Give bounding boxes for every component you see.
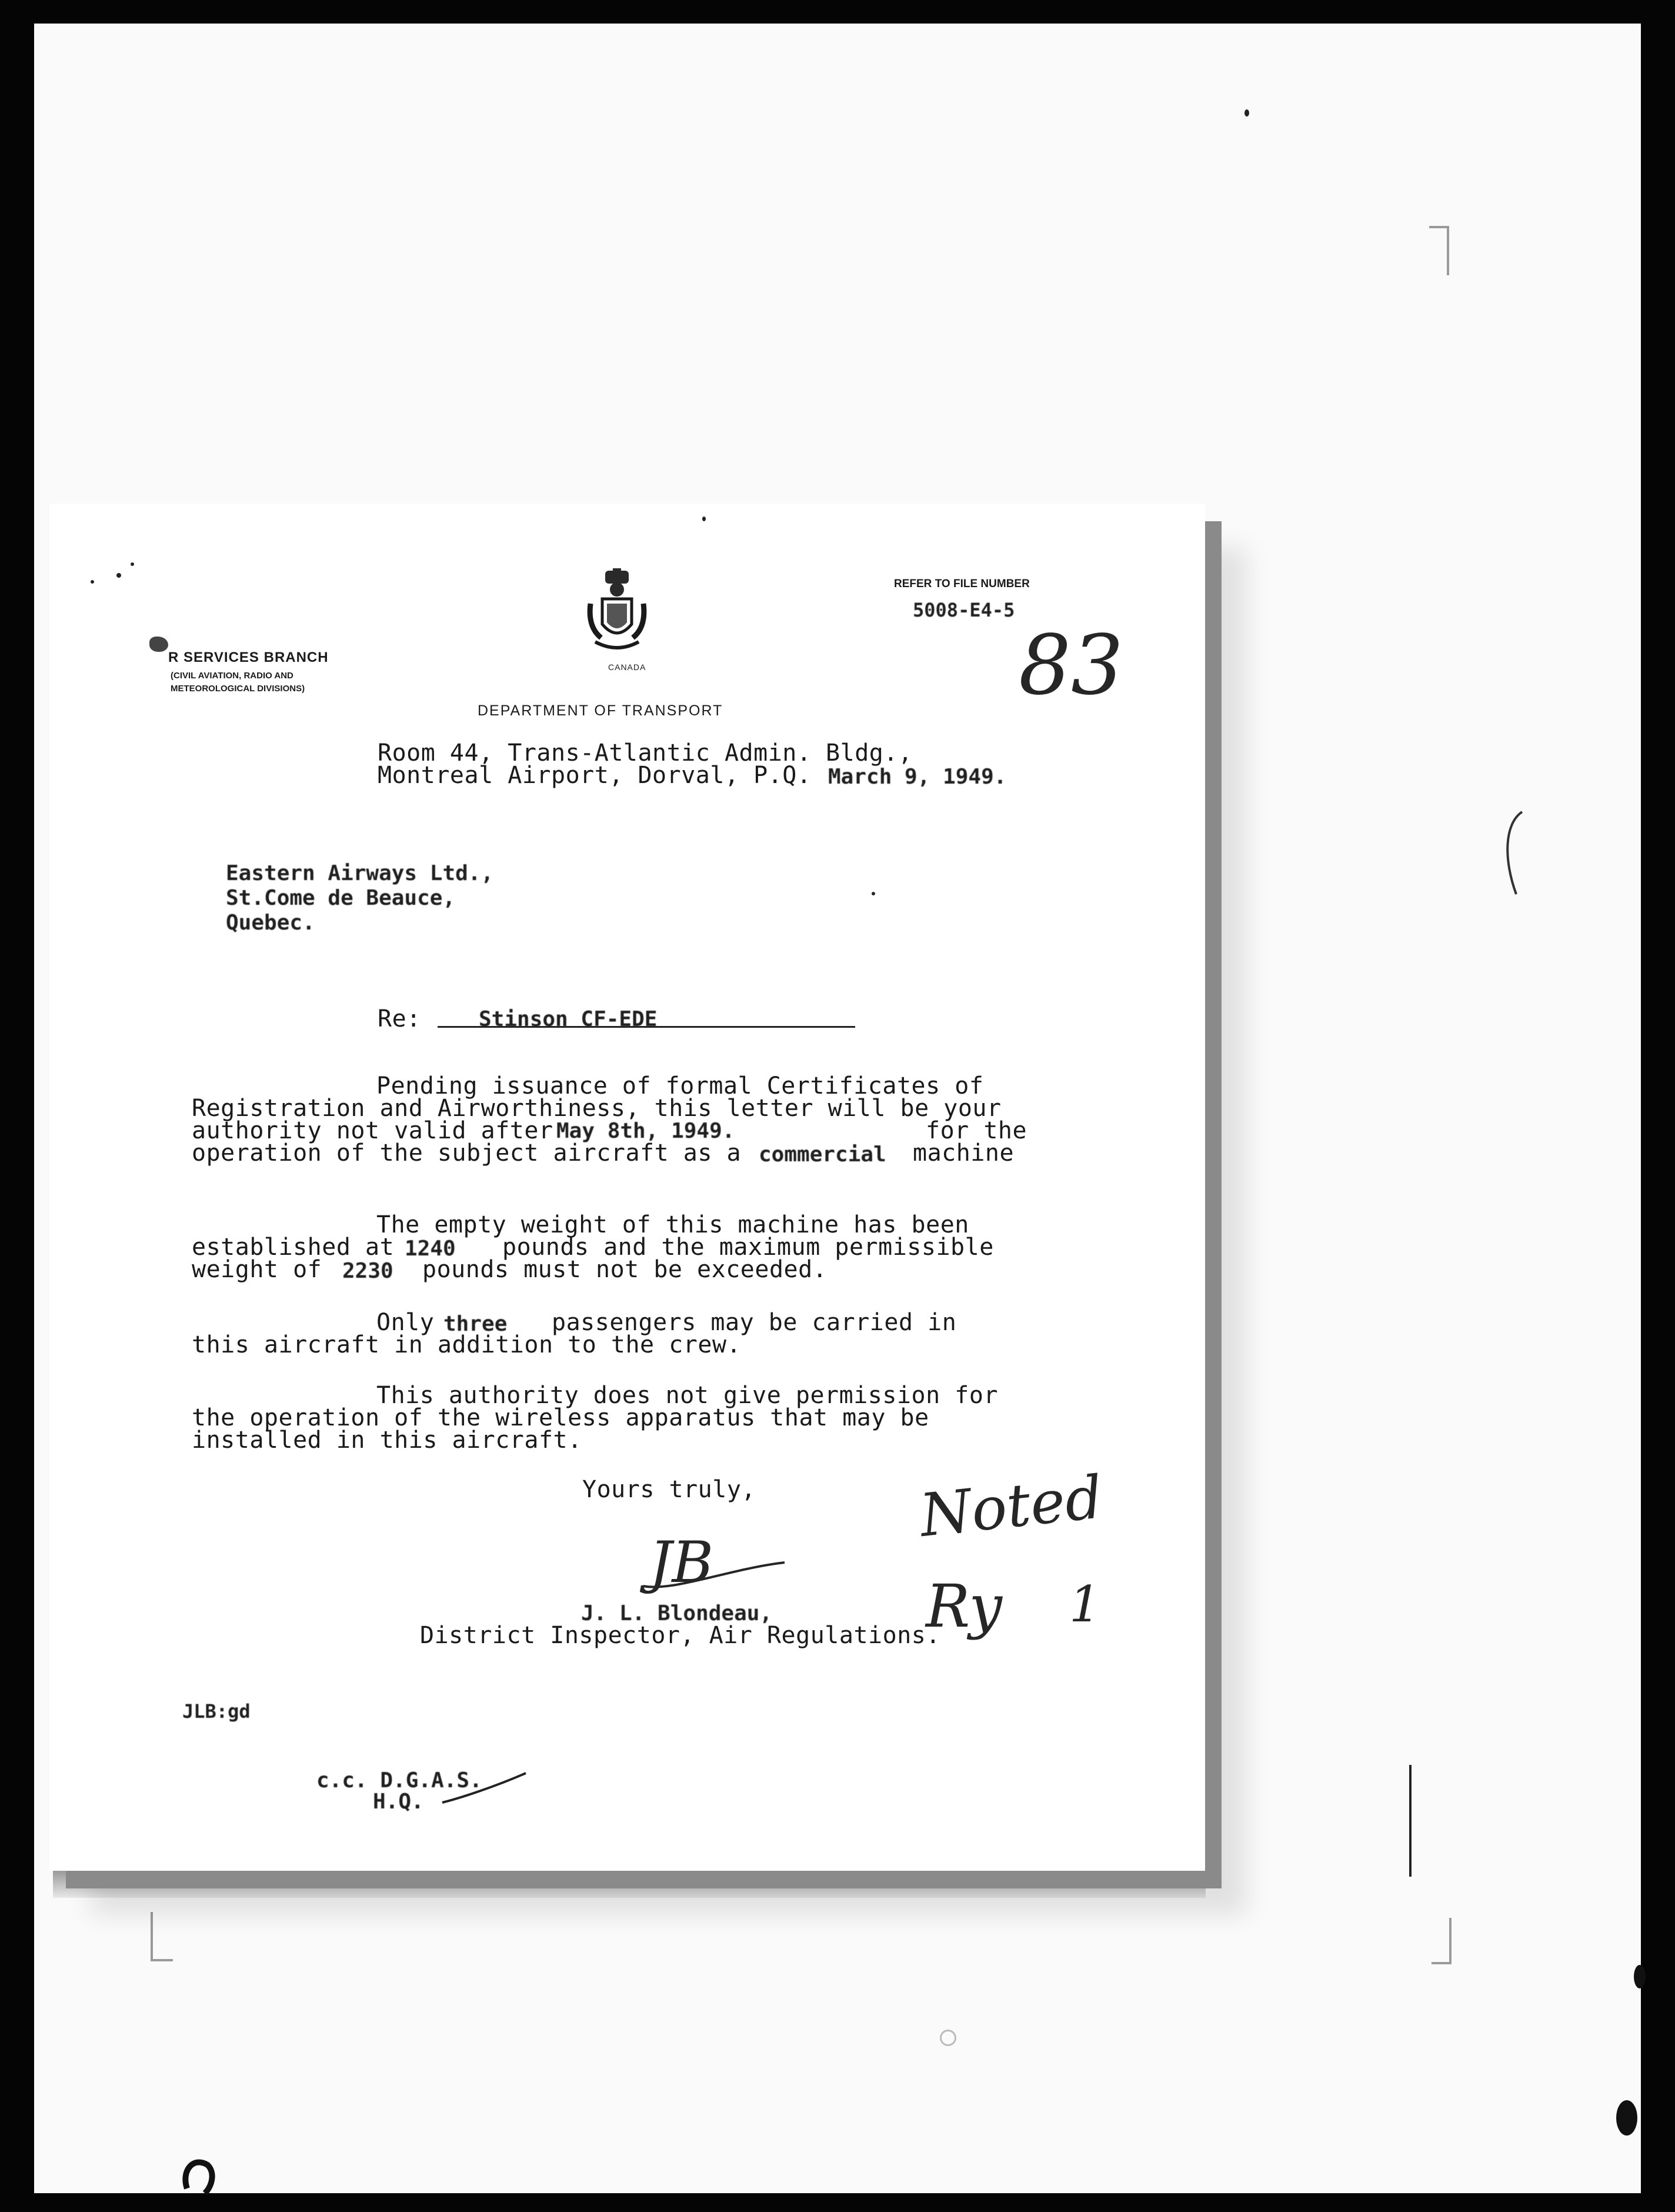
crop-mark-bottom-left: [151, 1912, 173, 1961]
branch-smudge: [149, 637, 168, 652]
address-line2: Montreal Airport, Dorval, P.Q.: [378, 762, 812, 789]
empty-weight: 1240: [405, 1237, 456, 1261]
branch-divisions-line1: (CIVIL AVIATION, RADIO AND: [171, 671, 293, 681]
body-p2-line2-a: established at: [192, 1234, 395, 1261]
speck: [1634, 1965, 1646, 1988]
noted-initials: Ry: [926, 1572, 1003, 1641]
max-weight: 2230: [342, 1259, 393, 1283]
re-label: Re:: [378, 1005, 421, 1032]
branch-title: R SERVICES BRANCH: [168, 649, 329, 665]
crop-mark-top-right: [1429, 226, 1449, 275]
body-p1-line3-a: authority not valid after: [192, 1117, 553, 1144]
body-p3-line1-b: passengers may be carried in: [552, 1309, 957, 1336]
body-p3-line1-a: Only: [376, 1309, 435, 1336]
address-line1: Room 44, Trans-Atlantic Admin. Bldg.,: [378, 739, 913, 767]
re-subject: Stinson CF-EDE: [479, 1007, 658, 1031]
recipient-line1: Eastern Airways Ltd.,: [226, 861, 494, 885]
edge-scratch: [1499, 806, 1534, 900]
body-p1-line2: Registration and Airworthiness, this letter will be your: [192, 1095, 1002, 1122]
body-p1-line1: Pending issuance of formal Certificates of: [376, 1072, 984, 1100]
body-p2-line1: The empty weight of this machine has been: [376, 1211, 969, 1238]
body-p2-line2-b: pounds and the maximum permissible: [502, 1234, 994, 1261]
speck: [1244, 109, 1249, 116]
signer-name: J. L. Blondeau,: [581, 1601, 773, 1625]
edge-blot: [175, 2153, 222, 2194]
crop-mark-bottom-right: [1432, 1918, 1452, 1964]
signer-title: District Inspector, Air Regulations.: [420, 1622, 940, 1649]
letter-shadow: [53, 1871, 1206, 1898]
speck: [872, 892, 875, 895]
speck: [91, 580, 94, 584]
canada-coat-of-arms: [585, 568, 649, 657]
recipient-line2: St.Come de Beauce,: [226, 886, 456, 910]
speck: [702, 517, 706, 521]
body-p4-line1: This authority does not give permission for: [376, 1382, 999, 1409]
letter-date: March 9, 1949.: [828, 765, 1007, 789]
recipient-line3: Quebec.: [226, 911, 315, 935]
body-p2-line3-a: weight of: [192, 1256, 322, 1283]
speck: [131, 562, 134, 566]
margin-mark: [1409, 1765, 1412, 1877]
signature-initials: JB: [649, 1530, 714, 1595]
file-number: 5008-E4-5: [913, 599, 1015, 621]
body-p1-line3-b: for the: [926, 1117, 1027, 1144]
reference-initials: JLB:gd: [182, 1700, 251, 1723]
passenger-count: three: [443, 1312, 508, 1336]
body-p1-line4-b: machine: [913, 1140, 1015, 1167]
speck: [1616, 2100, 1637, 2136]
salutation: Yours truly,: [582, 1476, 756, 1503]
refer-to-file-label: REFER TO FILE NUMBER: [894, 578, 1030, 590]
body-p4-line2: the operation of the wireless apparatus that may be: [192, 1404, 929, 1431]
branch-divisions-line2: METEOROLOGICAL DIVISIONS): [171, 684, 305, 694]
noted-mark: 1: [1069, 1575, 1101, 1633]
body-p3-line2: this aircraft in addition to the crew.: [192, 1331, 742, 1358]
cc-checkmark: [438, 1768, 532, 1810]
cc-line2: H.Q.: [373, 1790, 424, 1814]
body-p2-line3-b: pounds must not be exceeded.: [422, 1256, 828, 1283]
signature-flourish: [638, 1545, 790, 1598]
validity-date: May 8th, 1949.: [556, 1119, 735, 1143]
cc-line1: c.c. D.G.A.S.: [316, 1768, 482, 1793]
handwritten-number: 83: [1019, 618, 1124, 714]
letter-page: [49, 504, 1205, 1871]
department-name: DEPARTMENT OF TRANSPORT: [478, 702, 723, 719]
body-p4-line3: installed in this aircraft.: [192, 1427, 582, 1454]
speck: [940, 2030, 956, 2046]
body-p1-line4-a: operation of the subject aircraft as a: [192, 1140, 742, 1167]
crest-caption: CANADA: [608, 662, 646, 672]
speck: [116, 573, 121, 578]
aircraft-class: commercial: [759, 1142, 886, 1167]
noted-annotation: Noted: [916, 1463, 1106, 1550]
